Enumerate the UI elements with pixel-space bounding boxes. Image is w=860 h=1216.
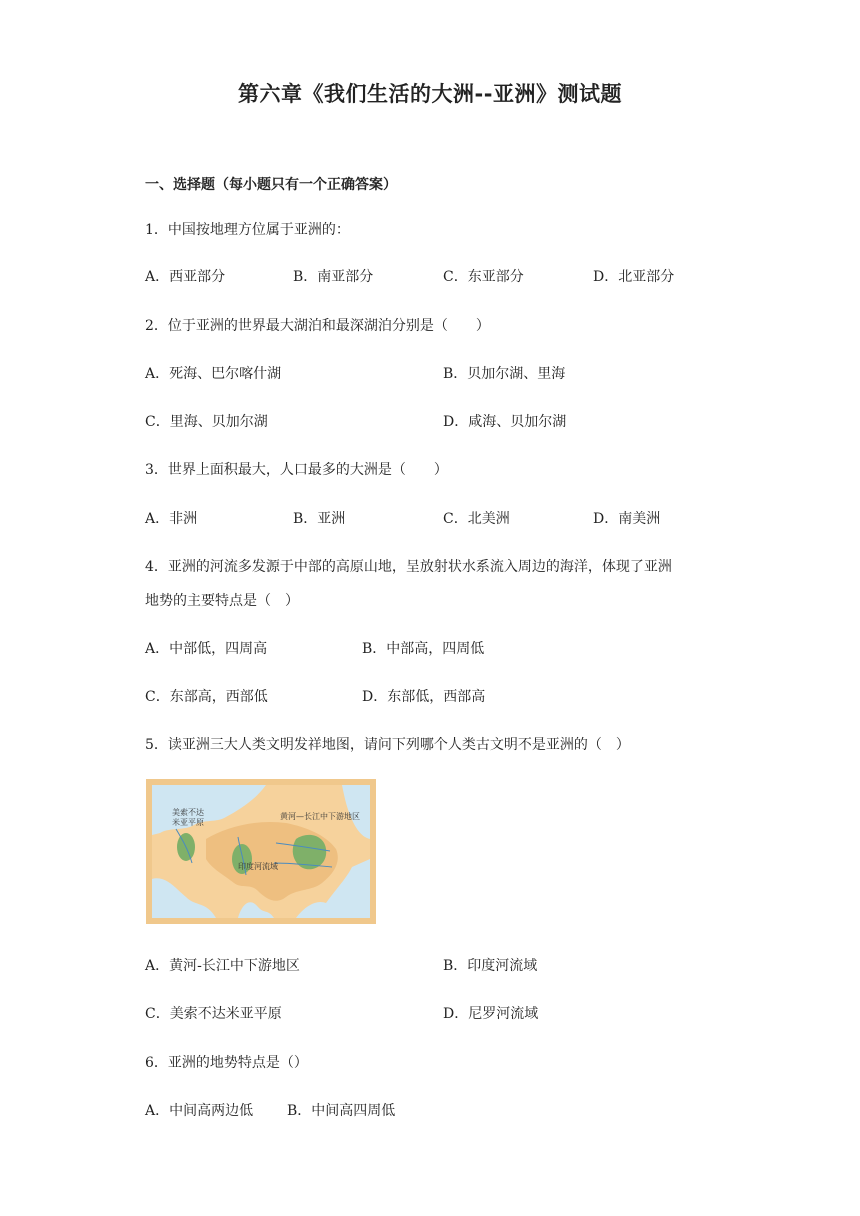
q1-option-b: B．南亚部分 bbox=[293, 269, 374, 285]
section-heading: 一、选择题（每小题只有一个正确答案） bbox=[145, 177, 397, 193]
q2-option-c: C．里海、贝加尔湖 bbox=[145, 414, 268, 430]
q2-option-d: D．咸海、贝加尔湖 bbox=[443, 414, 567, 430]
question-6-stem: 6．亚洲的地势特点是（） bbox=[145, 1055, 308, 1071]
question-4-stem-line2: 地势的主要特点是（ ） bbox=[145, 593, 299, 609]
q3-option-c: C．北美洲 bbox=[443, 511, 510, 527]
q3-option-b: B．亚洲 bbox=[293, 511, 346, 527]
map-label-mesopotamia-1: 美索不达 bbox=[172, 808, 204, 817]
q3-option-d: D．南美洲 bbox=[593, 511, 661, 527]
q5-option-d: D．尼罗河流域 bbox=[443, 1006, 539, 1022]
q3-option-a: A．非洲 bbox=[145, 511, 198, 527]
q5-option-c: C．美索不达米亚平原 bbox=[145, 1006, 282, 1022]
q4-option-a: A．中部低，四周高 bbox=[145, 641, 268, 657]
q4-option-c: C．东部高，西部低 bbox=[145, 689, 268, 705]
q1-option-d: D．北亚部分 bbox=[593, 269, 675, 285]
question-3-stem: 3．世界上面积最大，人口最多的大洲是（ ） bbox=[145, 462, 448, 478]
q5-option-a: A．黄河-长江中下游地区 bbox=[145, 958, 300, 974]
q1-option-c: C．东亚部分 bbox=[443, 269, 524, 285]
q5-option-b: B．印度河流域 bbox=[443, 958, 538, 974]
q1-option-a: A．西亚部分 bbox=[145, 269, 226, 285]
page-title: 第六章《我们生活的大洲--亚洲》测试题 bbox=[238, 82, 622, 106]
map-label-mesopotamia-2: 米亚平原 bbox=[172, 818, 204, 827]
q4-option-b: B．中部高，四周低 bbox=[362, 641, 485, 657]
question-2-stem: 2．位于亚洲的世界最大湖泊和最深湖泊分别是（ ） bbox=[145, 318, 490, 334]
question-4-stem-line1: 4．亚洲的河流多发源于中部的高原山地，呈放射状水系流入周边的海洋，体现了亚洲 bbox=[145, 559, 672, 575]
q2-option-a: A．死海、巴尔喀什湖 bbox=[145, 366, 282, 382]
q6-option-a: A．中间高两边低 bbox=[145, 1103, 254, 1119]
question-5-stem: 5．读亚洲三大人类文明发祥地图，请问下列哪个人类古文明不是亚洲的（ ） bbox=[145, 737, 630, 753]
map-label-indus: 印度河流域 bbox=[238, 862, 278, 871]
civilizations-map bbox=[146, 779, 376, 924]
q4-option-d: D．东部低，西部高 bbox=[362, 689, 486, 705]
question-1-stem: 1．中国按地理方位属于亚洲的： bbox=[145, 222, 350, 238]
q2-option-b: B．贝加尔湖、里海 bbox=[443, 366, 566, 382]
map-label-huanghe-changjiang: 黄河—长江中下游地区 bbox=[280, 812, 360, 821]
q6-option-b: B．中间高四周低 bbox=[287, 1103, 396, 1119]
